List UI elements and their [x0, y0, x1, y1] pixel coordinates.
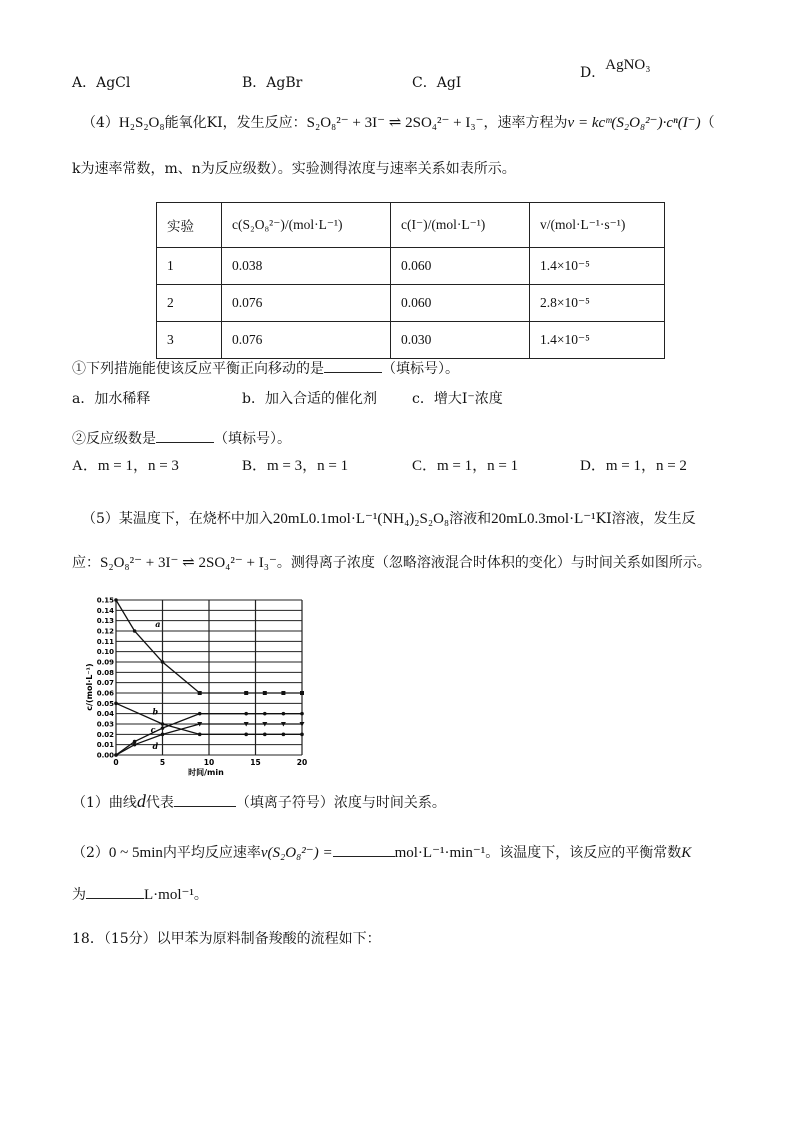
- chart-y-tick-label: 0.02: [96, 730, 114, 739]
- q4-text3: （: [700, 115, 715, 131]
- sub2-text: ②反应级数是: [72, 431, 156, 447]
- table-cell: 0.076: [222, 322, 391, 359]
- q3-option-a: A．AgCl: [72, 75, 131, 91]
- answer-blank[interactable]: [86, 884, 144, 899]
- q5-sub1-d: d: [136, 791, 146, 811]
- q5-sub2-c: 。该温度下，该反应的平衡常数: [485, 845, 682, 861]
- chart-x-label: 时间/min: [188, 768, 224, 777]
- sub1-text: ①下列措施能使该反应平衡正向移动的是: [72, 361, 324, 377]
- series-marker-b: [263, 733, 267, 737]
- q4-reaction: S₂O₈²⁻ + 3I⁻ ⇌ 2SO₄²⁻ + I₃⁻: [306, 115, 484, 131]
- series-marker-b: [282, 733, 286, 737]
- series-marker-a: [161, 660, 165, 664]
- series-marker-c: [198, 712, 202, 716]
- q3-option-d: [580, 57, 651, 82]
- series-marker-c: [282, 712, 286, 716]
- q3-option-d-label: D．: [580, 65, 606, 81]
- q5-sub2: [72, 842, 740, 864]
- q5-sub1-c: （填离子符号）浓度与时间关系。: [235, 795, 446, 811]
- q5-text-ying: 应：: [72, 555, 100, 571]
- q5-line2: [72, 552, 740, 574]
- chart-x-ticks: [113, 758, 307, 767]
- table-cell: 0.060: [391, 248, 530, 285]
- q5-text-tail: 。测得离子浓度（忽略溶液混合时体积的变化）与时间关系如图所示。: [276, 555, 711, 571]
- chart-y-tick-label: 0.11: [96, 637, 114, 646]
- chart-y-tick-label: 0.15: [96, 596, 114, 605]
- q4-number: （4）: [82, 115, 119, 131]
- chart-x-tick-label: 15: [250, 758, 261, 767]
- series-marker-a: [133, 629, 137, 633]
- rate-data-table: [156, 202, 665, 359]
- chart-x-tick-label: 5: [159, 758, 166, 767]
- q5-sub1-a: （1）曲线: [72, 795, 137, 811]
- q4-line1: [82, 112, 740, 134]
- q5-sub2-unit: mol·L⁻¹·min⁻¹: [394, 845, 486, 861]
- series-label-d: d: [152, 740, 159, 751]
- q18-heading: 18．（15分）以甲苯为原料制备羧酸的流程如下：: [72, 931, 381, 947]
- sub2-option-b: B．m = 3，n = 1: [242, 458, 349, 474]
- table-cell: 0.038: [222, 248, 391, 285]
- chart-y-tick-label: 0.00: [96, 751, 114, 760]
- q5-text-a: （5）某温度下，在烧杯中加入: [82, 511, 273, 527]
- q5-text-c: 溶液和: [449, 511, 492, 527]
- sub2-option-c: C．m = 1，n = 1: [412, 458, 519, 474]
- q5-reaction: S₂O₈²⁻ + 3I⁻ ⇌ 2SO₄²⁻ + I₃⁻: [100, 555, 277, 571]
- chart-y-ticks: [97, 597, 114, 760]
- chart-y-tick-label: 0.01: [96, 741, 114, 750]
- chart-y-tick-label: 0.06: [96, 689, 114, 698]
- q5-sub2-a: （2）: [72, 845, 109, 861]
- table-header-cell: 实验: [157, 203, 222, 248]
- q5-solution-2: 20mL0.3mol·L⁻¹: [491, 511, 596, 527]
- series-marker-d: [133, 743, 137, 747]
- q5-sub1-b: 代表: [145, 795, 174, 811]
- q5-line1: [82, 508, 740, 530]
- sub1-option-c: c．增大I⁻浓度: [412, 391, 503, 407]
- answer-blank[interactable]: [324, 358, 382, 373]
- table-cell: 3: [157, 322, 222, 359]
- q5-sub2-k: K: [681, 845, 692, 861]
- series-marker-a: [281, 691, 285, 695]
- series-marker-a: [244, 691, 248, 695]
- q5-sub2-range: 0 ~ 5min: [108, 845, 163, 861]
- sub2-question: [72, 428, 740, 450]
- answer-blank[interactable]: [156, 428, 214, 443]
- series-marker-b: [244, 733, 248, 737]
- series-marker-c: [244, 712, 248, 716]
- chart-x-tick-label: 20: [296, 758, 308, 767]
- table-header-cell: c(S₂O₈²⁻)/(mol·L⁻¹): [222, 203, 391, 248]
- table-header-cell: v/(mol·L⁻¹·s⁻¹): [530, 203, 665, 248]
- series-marker-b: [114, 702, 118, 706]
- sub2-option-a: A．m = 1，n = 3: [72, 458, 179, 474]
- chart-y-tick-label: 0.03: [96, 720, 114, 729]
- q5-sub2-end: 。: [193, 887, 208, 903]
- series-marker-a: [114, 598, 118, 602]
- sub1-tail: （填标号）。: [382, 361, 459, 377]
- q3-option-d-formula: AgNO₃: [605, 57, 651, 73]
- series-label-a: a: [155, 618, 161, 629]
- q5-sub2-wei: 为: [72, 887, 86, 903]
- q5-sub1: [72, 790, 740, 814]
- table-cell: 0.030: [391, 322, 530, 359]
- series-label-c: c: [150, 724, 156, 735]
- q4-text2: ，速率方程为: [483, 115, 568, 131]
- series-marker-c: [133, 740, 137, 744]
- answer-blank[interactable]: [333, 842, 395, 857]
- table-cell: 2: [157, 285, 222, 322]
- series-marker-b: [198, 733, 202, 737]
- series-marker-c: [300, 712, 304, 716]
- q4-rate-equation: v = kcᵐ(S₂O₈²⁻)·cⁿ(I⁻): [567, 115, 701, 131]
- chart-y-tick-label: 0.12: [96, 627, 114, 636]
- table-cell: 0.060: [391, 285, 530, 322]
- q4-line2: k为速率常数，m、n为反应级数）。实验测得浓度与速率关系如表所示。: [72, 161, 516, 177]
- table-cell: 1.4×10⁻⁵: [530, 322, 665, 359]
- q3-option-b: B．AgBr: [242, 75, 303, 91]
- table-cell: 2.8×10⁻⁵: [530, 285, 665, 322]
- sub2-option-d: D．m = 1，n = 2: [580, 458, 687, 474]
- q5-sub2-b: 内平均反应速率: [162, 845, 261, 861]
- table-header-row: [157, 203, 665, 248]
- q5-sub2-rate: v(S₂O₈²⁻) =: [260, 845, 333, 861]
- table-cell: 1: [157, 248, 222, 285]
- answer-blank[interactable]: [174, 792, 236, 807]
- q3-option-c: C．AgI: [412, 75, 462, 91]
- series-marker-a: [198, 691, 202, 695]
- chart-x-tick-label: 10: [203, 758, 215, 767]
- q5-solution-1: 20mL0.1mol·L⁻¹(NH₄)₂S₂O₈: [272, 511, 450, 527]
- table-header-cell: c(I⁻)/(mol·L⁻¹): [391, 203, 530, 248]
- q5-text-e: KI溶液，发生反: [595, 511, 696, 527]
- table-row: [157, 248, 665, 285]
- chart-y-tick-label: 0.10: [96, 648, 114, 657]
- chart-grid: [116, 600, 302, 755]
- sub1-option-b: b．加入合适的催化剂: [242, 391, 377, 407]
- series-marker-a: [263, 691, 267, 695]
- chart-y-tick-label: 0.13: [96, 617, 114, 626]
- series-marker-d: [161, 733, 165, 737]
- q4-text1: 能氧化KI，发生反应：: [164, 115, 307, 131]
- sub2-tail: （填标号）。: [214, 431, 291, 447]
- q4-acid: H₂S₂O₈: [118, 115, 165, 131]
- series-marker-c: [263, 712, 267, 716]
- chart-y-tick-label: 0.08: [96, 668, 114, 677]
- series-marker-b: [161, 722, 165, 726]
- series-marker-d: [114, 753, 118, 757]
- table-cell: 0.076: [222, 285, 391, 322]
- sub1-question: [72, 358, 740, 380]
- chart-y-tick-label: 0.05: [96, 699, 114, 708]
- chart-y-tick-label: 0.07: [96, 679, 114, 688]
- sub1-option-a: a．加水稀释: [72, 391, 151, 407]
- chart-x-tick-label: 0: [113, 758, 119, 767]
- series-marker-b: [300, 733, 304, 737]
- chart-y-label: c/(mol·L⁻¹): [85, 663, 94, 711]
- concentration-time-chart: [84, 592, 314, 782]
- series-marker-c: [161, 726, 165, 730]
- series-label-b: b: [152, 706, 159, 717]
- chart-y-tick-label: 0.04: [96, 710, 114, 719]
- q5-sub2-k-unit: L·mol⁻¹: [144, 887, 194, 903]
- table-cell: 1.4×10⁻⁵: [530, 248, 665, 285]
- table-row: [157, 322, 665, 359]
- table-row: [157, 285, 665, 322]
- series-marker-a: [300, 691, 304, 695]
- chart-y-tick-label: 0.09: [96, 658, 114, 667]
- chart-y-tick-label: 0.14: [96, 606, 114, 615]
- q5-sub2-line2: [72, 884, 740, 906]
